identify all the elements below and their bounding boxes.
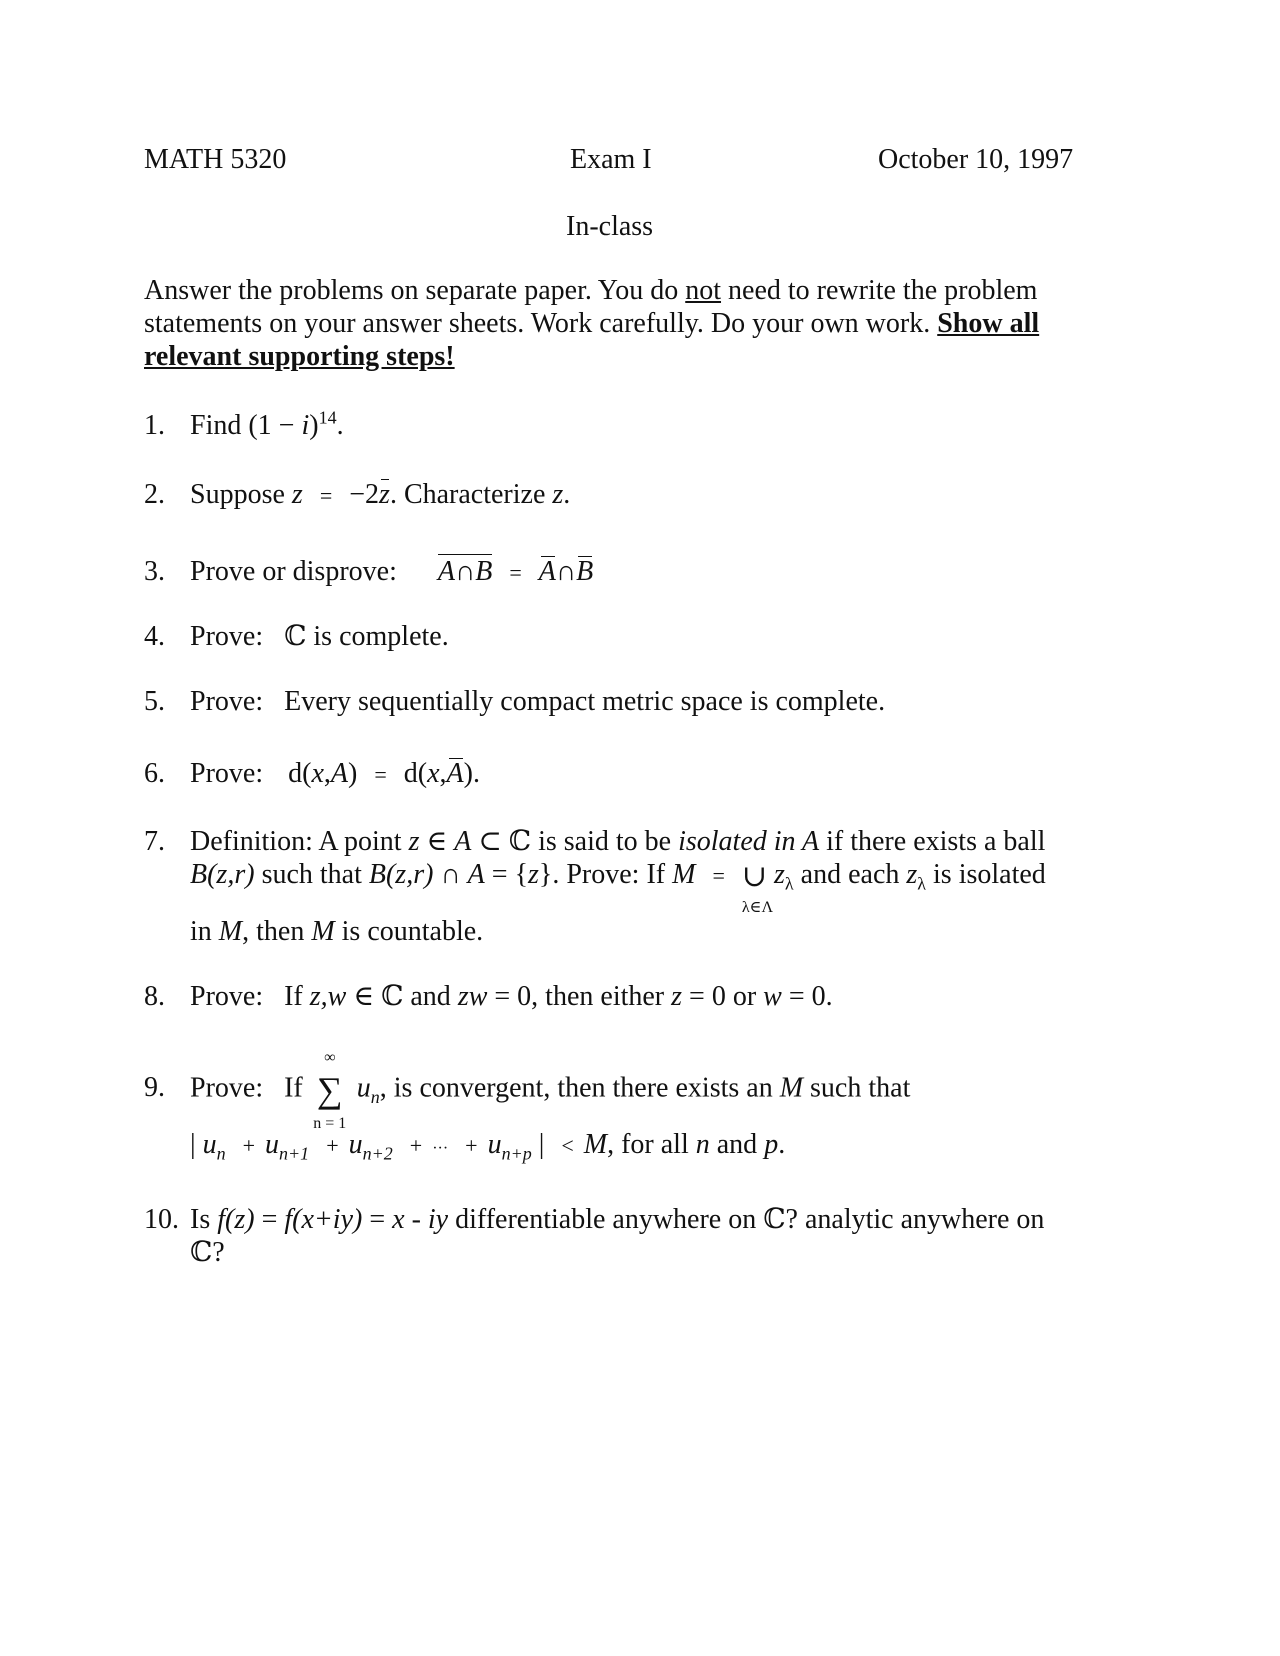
math-expr: ) [309,410,319,441]
problem-text: = 0, then either [487,981,672,1012]
ball-symbol: B [368,859,386,890]
union-operator [741,859,774,916]
problem-text: Suppose [190,479,285,510]
summation-operator [310,1049,350,1132]
math-expr: (z) [225,1204,255,1235]
problem-label: Prove: [190,758,264,789]
problem-text: Every sequentially compact metric space is complete. [284,686,886,717]
math-var: p [764,1129,779,1160]
closure-a: A [538,556,556,587]
problem-7-line-3 [190,918,483,946]
math-var: z [291,479,303,510]
problem-text: }. Prove: If [538,859,673,890]
math-var: x [427,758,440,789]
complex-plane-symbol: ℂ [284,621,307,652]
course-title: MATH 5320 [144,144,287,175]
problem-text: such that [254,859,369,890]
math-var: w [763,981,782,1012]
subscript: n [370,1087,380,1108]
problem-text: if there exists a ball [819,826,1046,857]
exponent: 14 [318,407,337,428]
instructions-text: need to rewrite the problem [721,275,1038,306]
element-of-symbol: ∈ [346,981,382,1012]
set-a: A [330,758,348,789]
math-expr: = { [484,859,529,890]
problem-9-line-2 [190,1129,786,1164]
instructions-underline: not [685,275,722,306]
cap-symbol: ∩ [433,859,468,890]
instructions-emphasis: Show all [937,308,1040,339]
problem-text: = 0 or [682,981,764,1012]
math-expr: d( [288,758,312,789]
problem-number: 2. [144,479,165,510]
problem-label: Prove: [190,621,264,652]
math-expr: (x+iy) [292,1204,363,1235]
math-expr: (z,r) [207,859,255,890]
problem-text: and [403,981,458,1012]
math-var: u [487,1129,502,1160]
problem-label: Prove: [190,981,264,1012]
complex-plane-symbol: ℂ [763,1204,786,1235]
problem-10-line-1 [144,1206,1044,1234]
math-var: f [284,1204,293,1235]
problem-text: If [284,1072,303,1104]
instructions-line-1 [144,277,1037,305]
equals-sign: = [319,483,333,508]
math-var: z [528,859,539,890]
instructions-line-2 [144,310,1039,338]
problem-3 [144,554,593,586]
problem-6 [144,760,480,788]
math-var: z [552,479,564,510]
math-var: M [583,1129,608,1160]
math-expr: −2 [349,479,380,510]
subscript: λ [784,873,794,894]
math-var: u [265,1129,280,1160]
equals-sign: = [712,863,725,888]
math-expr: ) [347,758,358,789]
math-var: i [301,410,310,441]
punctuation: . [472,758,480,789]
problem-text: If [284,981,310,1012]
problem-8 [144,983,833,1011]
problem-text: such that [803,1072,911,1104]
problem-number: 10. [144,1204,179,1235]
math-var: f [217,1204,226,1235]
problem-number: 4. [144,621,165,652]
exam-subtitle: In-class [566,211,654,242]
problem-number: 3. [144,556,165,587]
problem-text: in [190,916,219,947]
math-var: iy [427,1204,449,1235]
problem-text: , for all [607,1129,696,1160]
math-var: M [672,859,696,890]
problem-label: Prove: [190,686,264,717]
math-var: u [348,1129,363,1160]
subscript: λ [917,873,927,894]
problem-number: 9. [144,1072,165,1104]
equals-sign: = [374,762,387,787]
closure-b: B [576,556,594,587]
problem-text: ? analytic anywhere on [785,1204,1045,1235]
problem-text: . Characterize [389,479,553,510]
exam-title: Exam I [570,144,652,175]
sigma-symbol: ∑ [316,1070,343,1110]
abs-bar-left: | [190,1129,196,1160]
math-var: z [774,859,785,890]
conjugate-z: z [379,479,390,510]
math-var: z [408,826,420,857]
punctuation: , [439,758,447,789]
subset-symbol: ⊂ [471,826,509,857]
plus-sign: + [326,1133,339,1158]
sum-upper-limit: ∞ [324,1049,336,1066]
less-than-sign: < [561,1133,574,1158]
equals-sign: = [509,560,522,585]
problem-text: is countable. [334,916,484,947]
problem-text: is isolated [926,859,1046,890]
element-of-symbol: ∈ [419,826,455,857]
problem-2 [144,481,570,509]
cap-symbol: ∩ [454,556,476,587]
problem-text: = 0. [781,981,833,1012]
math-var: x [311,758,324,789]
punctuation: . [563,479,571,510]
instructions-text: Answer the problems on separate paper. You do [144,275,686,306]
problem-text: Find [190,410,242,441]
math-var: z [906,859,918,890]
math-var: M [311,916,335,947]
problem-number: 8. [144,981,165,1012]
problem-text: , is convergent, then there exists an [379,1072,780,1104]
math-var: u [356,1072,371,1104]
problem-label: Prove: [190,1072,264,1104]
problem-7-line-2 [190,859,1046,916]
subscript: n+1 [279,1143,310,1164]
problem-10-line-2: ℂ? [190,1237,225,1268]
problem-number: 7. [144,826,165,857]
set-a: A [437,556,455,587]
problem-text: and [709,1129,765,1160]
instructions-text: statements on your answer sheets. Work carefully. Do your own work. [144,308,938,339]
set-b: B [475,556,493,587]
math-expr: (1 − [248,410,302,441]
sum-lower-limit: n = 1 [313,1115,347,1132]
set-a: A [467,859,485,890]
math-expr: (z,r) [385,859,434,890]
set-a: A [454,826,472,857]
problem-text: and each [800,859,907,890]
ellipsis: ··· [432,1140,449,1157]
punctuation: , [323,758,331,789]
math-var: M [779,1072,804,1104]
math-var: z,w [309,981,347,1012]
problem-text: Definition: A point [190,826,409,857]
problem-number: 6. [144,758,165,789]
problem-text: , then [242,916,312,947]
math-var: zw [457,981,488,1012]
closure-of-intersection [438,554,492,586]
math-var: x [392,1204,405,1235]
union-symbol: ∪ [741,859,768,893]
punctuation: . [336,410,344,441]
complex-plane-symbol: ℂ [381,981,404,1012]
problem-text: Is [190,1204,218,1235]
union-index: λ∈Λ [741,898,774,916]
math-var: z [671,981,683,1012]
subscript: n+p [501,1143,532,1164]
math-var: M [218,916,243,947]
plus-sign: + [409,1133,423,1158]
complex-plane-symbol: ℂ [508,826,532,857]
minus-sign: - [404,1204,428,1235]
plus-sign: + [242,1133,256,1158]
ball-symbol: B [190,859,208,890]
math-var: u [202,1129,217,1160]
abs-bar-right: | [538,1129,545,1160]
exam-date: October 10, 1997 [878,144,1074,175]
definition-term: isolated in A [678,826,820,857]
subscript: n [216,1143,226,1164]
problem-1 [144,407,344,441]
plus-sign: + [465,1133,478,1158]
problem-5 [144,688,885,716]
problem-9-line-1 [144,1049,911,1132]
cap-symbol: ∩ [555,556,577,587]
math-expr: ) [463,758,473,789]
subscript: n+2 [362,1143,393,1164]
closure-a: A [446,758,464,789]
problem-text: Prove or disprove: [190,556,397,587]
problem-text: is said to be [531,826,679,857]
problem-text: is complete. [306,621,449,652]
problem-4 [144,623,449,651]
problem-number: 5. [144,686,165,717]
math-var: n [695,1129,710,1160]
problem-text: differentiable anywhere on [448,1204,764,1235]
math-expr: d( [403,758,428,789]
equals-sign: = [254,1204,285,1235]
equals-sign: = [362,1204,393,1235]
problem-number: 1. [144,410,165,441]
problem-7-line-1 [144,828,1045,856]
punctuation: . [778,1129,786,1160]
instructions-line-3: relevant supporting steps! [144,341,455,372]
